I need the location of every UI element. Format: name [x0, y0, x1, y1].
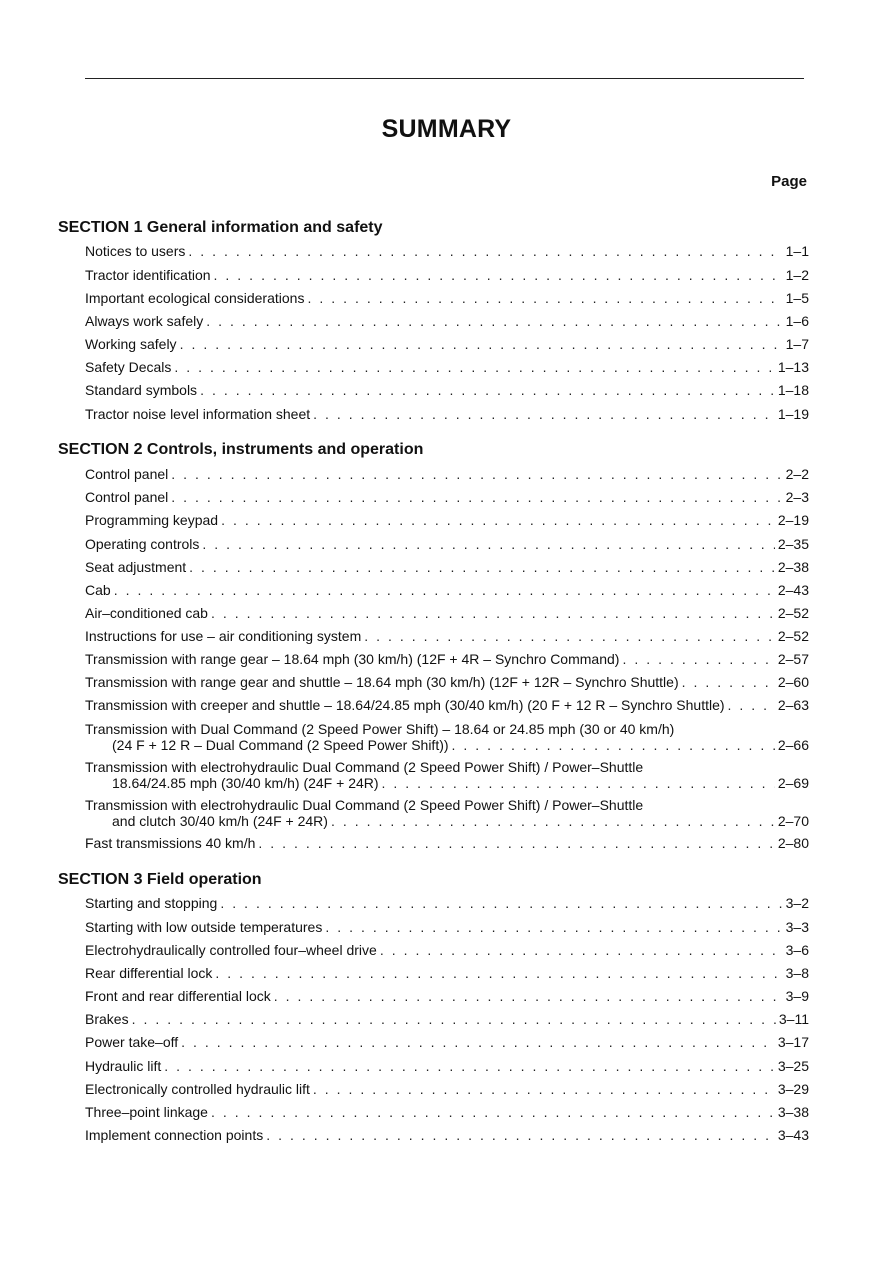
entry-line [85, 988, 809, 1004]
toc-entry[interactable] [85, 919, 809, 935]
dot-leader [313, 406, 775, 422]
section-heading: SECTION 1 General information and safety [58, 219, 383, 236]
entry-title: Tractor noise level information sheet [85, 406, 311, 422]
toc-entry[interactable] [85, 406, 809, 422]
entry-title: Control panel [85, 489, 169, 505]
entry-page-number: 2–63 [777, 697, 809, 713]
toc-entry[interactable] [85, 721, 809, 753]
toc-entry[interactable] [85, 835, 809, 851]
entry-title-continuation: (24 F + 12 R – Dual Command (2 Speed Power Shift)) [112, 737, 449, 753]
dot-leader [171, 466, 782, 482]
dot-leader [206, 313, 782, 329]
entry-line [85, 605, 809, 621]
toc-entry[interactable] [85, 628, 809, 644]
dot-leader [622, 651, 774, 667]
entry-line [85, 942, 809, 958]
dot-leader [215, 965, 782, 981]
entry-page-number: 1–19 [777, 406, 809, 422]
toc-entry[interactable] [85, 267, 809, 283]
entry-line [85, 382, 809, 398]
entry-page-number: 3–3 [785, 919, 809, 935]
entry-title: Operating controls [85, 536, 200, 552]
section-heading: SECTION 3 Field operation [58, 871, 262, 888]
toc-entry[interactable] [85, 382, 809, 398]
entry-line [85, 651, 809, 667]
entry-line [85, 1081, 809, 1097]
dot-leader [211, 1104, 775, 1120]
dot-leader [364, 628, 775, 644]
entry-page-number: 1–5 [785, 290, 809, 306]
dot-leader [307, 290, 782, 306]
page-column-label: Page [771, 173, 807, 190]
entry-title: Three–point linkage [85, 1104, 208, 1120]
entry-title: Starting with low outside temperatures [85, 919, 323, 935]
entry-title: Control panel [85, 466, 169, 482]
toc-entry[interactable] [85, 582, 809, 598]
entry-page-number: 2–19 [777, 512, 809, 528]
entry-title: Fast transmissions 40 km/h [85, 835, 256, 851]
entry-page-number: 1–6 [785, 313, 809, 329]
dot-leader [211, 605, 775, 621]
entry-title: Instructions for use – air conditioning system [85, 628, 362, 644]
entry-title: Rear differential lock [85, 965, 213, 981]
entry-title: Transmission with electrohydraulic Dual Command (2 Speed Power Shift) / Power–Shuttle [85, 759, 644, 775]
toc-entry[interactable] [85, 697, 809, 713]
entry-title: Important ecological considerations [85, 290, 305, 306]
entry-title: Air–conditioned cab [85, 605, 208, 621]
dot-leader [380, 942, 783, 958]
entry-line [85, 1058, 809, 1074]
entry-page-number: 2–70 [777, 813, 809, 829]
entry-line [85, 737, 809, 753]
entry-line [85, 489, 809, 505]
entry-title: Safety Decals [85, 359, 172, 375]
entry-page-number: 1–7 [785, 336, 809, 352]
entry-page-number: 1–1 [785, 243, 809, 259]
dot-leader [171, 489, 782, 505]
entry-line [85, 466, 809, 482]
entry-line [85, 559, 809, 575]
entry-page-number: 3–8 [785, 965, 809, 981]
entry-page-number: 3–38 [777, 1104, 809, 1120]
dot-leader [266, 1127, 775, 1143]
entry-title: Always work safely [85, 313, 204, 329]
entry-page-number: 3–29 [777, 1081, 809, 1097]
dot-leader [164, 1058, 775, 1074]
toc-entry[interactable] [85, 512, 809, 528]
entry-title: Electrohydraulically controlled four–wheel drive [85, 942, 377, 958]
entry-page-number: 2–52 [777, 605, 809, 621]
entry-page-number: 2–60 [777, 674, 809, 690]
entry-line [85, 536, 809, 552]
toc-entry[interactable] [85, 895, 809, 911]
dot-leader [180, 336, 783, 352]
toc-entry[interactable] [85, 942, 809, 958]
entry-title: Standard symbols [85, 382, 198, 398]
dot-leader [189, 559, 775, 575]
toc-entry[interactable] [85, 605, 809, 621]
entry-page-number: 2–3 [785, 489, 809, 505]
entry-line [85, 336, 809, 352]
entry-line [85, 267, 809, 283]
entry-line [85, 243, 809, 259]
entry-line [85, 813, 809, 829]
toc-entry[interactable] [85, 1058, 809, 1074]
entry-title: Transmission with range gear – 18.64 mph (30 km/h) (12F + 4R – Synchro Command) [85, 651, 620, 667]
dot-leader [221, 512, 775, 528]
toc-entry[interactable] [85, 243, 809, 259]
entry-page-number: 3–6 [785, 942, 809, 958]
entry-page-number: 3–9 [785, 988, 809, 1004]
entry-line [85, 1104, 809, 1120]
entry-line [85, 1127, 809, 1143]
dot-leader [200, 382, 775, 398]
toc-entry[interactable] [85, 290, 809, 306]
entry-page-number: 3–25 [777, 1058, 809, 1074]
entry-page-number: 1–18 [777, 382, 809, 398]
dot-leader [188, 243, 782, 259]
toc-entry[interactable] [85, 313, 809, 329]
page-title: SUMMARY [381, 115, 512, 143]
entry-line [85, 775, 809, 791]
dot-leader [274, 988, 783, 1004]
toc-entry[interactable] [85, 797, 809, 829]
toc-entry[interactable] [85, 988, 809, 1004]
toc-entry[interactable] [85, 489, 809, 505]
entry-line [85, 1011, 809, 1027]
section-heading: SECTION 2 Controls, instruments and operation [58, 441, 424, 458]
entry-title: Working safely [85, 336, 177, 352]
entry-line [85, 965, 809, 981]
toc-entry[interactable] [85, 651, 809, 667]
entry-line [85, 512, 809, 528]
dot-leader [202, 536, 774, 552]
entry-title: Notices to users [85, 243, 186, 259]
toc-entry[interactable] [85, 674, 809, 690]
dot-leader [325, 919, 782, 935]
entry-page-number: 2–35 [777, 536, 809, 552]
entry-line [85, 582, 809, 598]
entry-line [85, 406, 809, 422]
entry-title: Brakes [85, 1011, 129, 1027]
entry-title: Programming keypad [85, 512, 219, 528]
toc-entry[interactable] [85, 336, 809, 352]
toc-entry[interactable] [85, 559, 809, 575]
entry-title: Hydraulic lift [85, 1058, 162, 1074]
entry-page-number: 1–13 [777, 359, 809, 375]
entry-page-number: 2–57 [777, 651, 809, 667]
entry-page-number: 2–38 [777, 559, 809, 575]
entry-title: Transmission with Dual Command (2 Speed Power Shift) – 18.64 or 24.85 mph (30 or 40 km/h) [85, 721, 675, 737]
toc-entry[interactable] [85, 1081, 809, 1097]
entry-line [85, 313, 809, 329]
entry-title: Transmission with electrohydraulic Dual Command (2 Speed Power Shift) / Power–Shuttle [85, 797, 644, 813]
entry-page-number: 3–17 [777, 1034, 809, 1050]
dot-leader [452, 737, 775, 753]
entry-page-number: 2–69 [777, 775, 809, 791]
top-rule [85, 78, 804, 79]
toc-entry[interactable] [85, 359, 809, 375]
entry-page-number: 2–2 [785, 466, 809, 482]
entry-page-number: 2–52 [777, 628, 809, 644]
entry-title-continuation: 18.64/24.85 mph (30/40 km/h) (24F + 24R) [112, 775, 379, 791]
dot-leader [174, 359, 774, 375]
entry-title: Front and rear differential lock [85, 988, 271, 1004]
dot-leader [382, 775, 775, 791]
toc-entry[interactable] [85, 1034, 809, 1050]
entry-line [85, 628, 809, 644]
entry-page-number: 3–2 [785, 895, 809, 911]
dot-leader [132, 1011, 776, 1027]
entry-title: Implement connection points [85, 1127, 264, 1143]
toc-entry[interactable] [85, 1011, 809, 1027]
entry-page-number: 3–11 [778, 1011, 809, 1027]
entry-line [85, 1034, 809, 1050]
entry-title-continuation: and clutch 30/40 km/h (24F + 24R) [112, 813, 328, 829]
dot-leader [682, 674, 775, 690]
entry-line [85, 919, 809, 935]
dot-leader [214, 267, 783, 283]
dot-leader [181, 1034, 775, 1050]
dot-leader [331, 813, 775, 829]
entry-page-number: 2–43 [777, 582, 809, 598]
entry-line [85, 290, 809, 306]
toc-entry[interactable] [85, 965, 809, 981]
toc-entry[interactable] [85, 1127, 809, 1143]
entry-line [85, 674, 809, 690]
entry-line [85, 835, 809, 851]
entry-title: Transmission with creeper and shuttle – 18.64/24.85 mph (30/40 km/h) (20 F + 12 R – Synchro Shuttle) [85, 697, 725, 713]
entry-title: Tractor identification [85, 267, 211, 283]
entry-title: Transmission with range gear and shuttle – 18.64 mph (30 km/h) (12F + 12R – Synchro Shuttle) [85, 674, 679, 690]
dot-leader [258, 835, 774, 851]
entry-page-number: 2–66 [777, 737, 809, 753]
dot-leader [728, 697, 775, 713]
entry-line [85, 895, 809, 911]
entry-page-number: 3–43 [777, 1127, 809, 1143]
entry-title: Power take–off [85, 1034, 179, 1050]
dot-leader [114, 582, 775, 598]
toc-entry[interactable] [85, 759, 809, 791]
dot-leader [313, 1081, 775, 1097]
entry-page-number: 1–2 [785, 267, 809, 283]
entry-title: Cab [85, 582, 111, 598]
toc-entry[interactable] [85, 1104, 809, 1120]
entry-page-number: 2–80 [777, 835, 809, 851]
entry-line [85, 697, 809, 713]
toc-entry[interactable] [85, 466, 809, 482]
entry-title: Seat adjustment [85, 559, 187, 575]
toc-entry[interactable] [85, 536, 809, 552]
entry-line [85, 359, 809, 375]
entry-title: Electronically controlled hydraulic lift [85, 1081, 310, 1097]
entry-title: Starting and stopping [85, 895, 218, 911]
dot-leader [220, 895, 782, 911]
